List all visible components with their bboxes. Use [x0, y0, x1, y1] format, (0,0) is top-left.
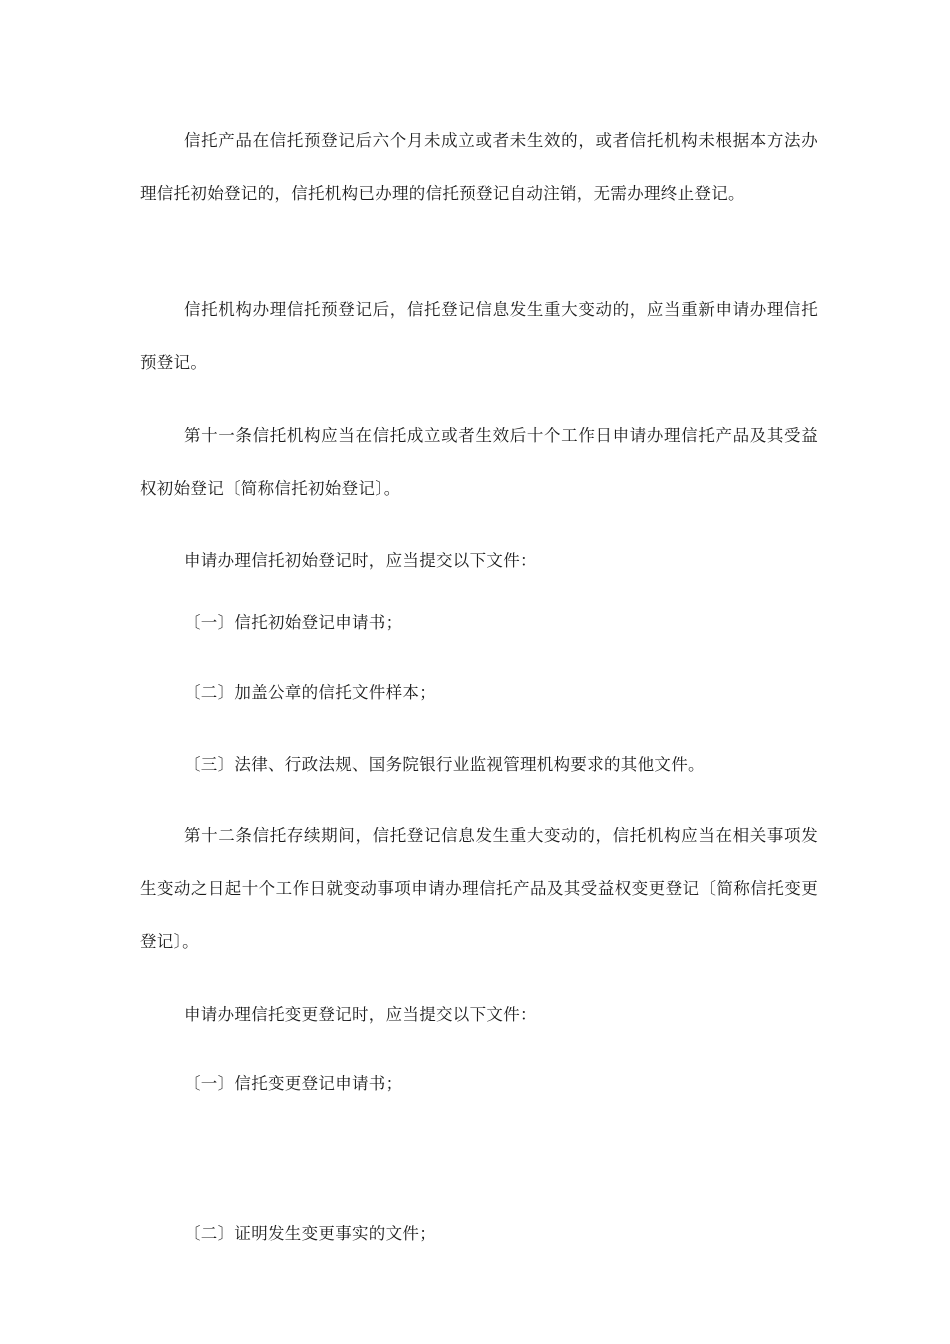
- paragraph-article-11: 第十一条信托机构应当在信托成立或者生效后十个工作日申请办理信托产品及其受益权初始登记〔简称信托初始登记〕。: [140, 426, 818, 498]
- list-item-initial-2: 〔二〕加盖公章的信托文件样本；: [184, 683, 436, 702]
- paragraph-article-12: 第十二条信托存续期间，信托登记信息发生重大变动的，信托机构应当在相关事项发生变动之日起十个工作日就变动事项申请办理信托产品及其受益权变更登记〔简称信托变更登记〕。: [140, 826, 818, 951]
- paragraph-re-apply-pre-registration: 信托机构办理信托预登记后，信托登记信息发生重大变动的，应当重新申请办理信托预登记。: [140, 300, 818, 372]
- list-item-initial-1: 〔一〕信托初始登记申请书；: [184, 613, 403, 632]
- paragraph-pre-registration-cancellation: 信托产品在信托预登记后六个月未成立或者未生效的，或者信托机构未根据本方法办理信托初始登记的，信托机构已办理的信托预登记自动注销，无需办理终止登记。: [140, 131, 818, 203]
- list-item-change-1: 〔一〕信托变更登记申请书；: [184, 1074, 403, 1093]
- list-item-change-2: 〔二〕证明发生变更事实的文件；: [184, 1224, 436, 1243]
- paragraph-change-registration-documents: 申请办理信托变更登记时，应当提交以下文件：: [184, 1005, 537, 1024]
- list-item-initial-3: 〔三〕法律、行政法规、国务院银行业监视管理机构要求的其他文件。: [184, 755, 705, 774]
- paragraph-initial-registration-documents: 申请办理信托初始登记时，应当提交以下文件：: [184, 551, 537, 570]
